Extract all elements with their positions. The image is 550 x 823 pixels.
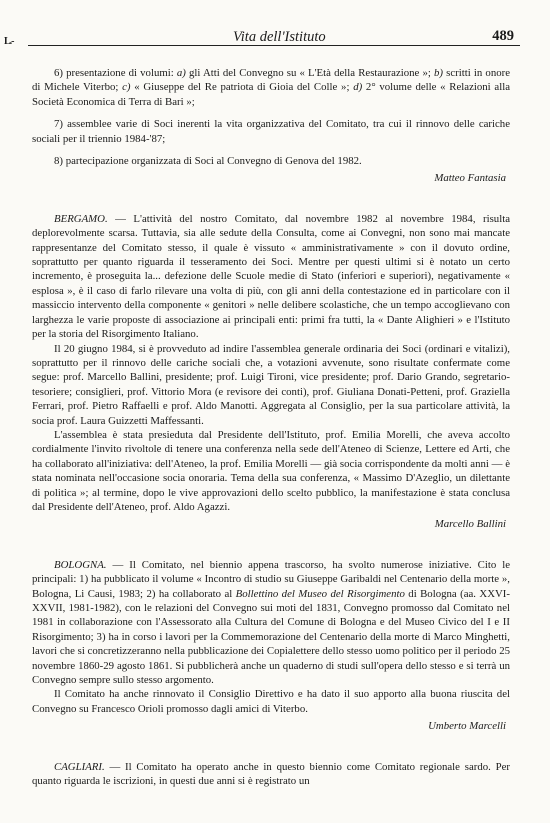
- bergamo-paragraph-1: BERGAMO. — L'attività del nostro Comitato, dal novembre 1982 al novembre 1984, risulta deplorevolmente scarsa. Tuttavia, sia alle sedute della Consulta, come ai Convegni, non sono mai mancate rappresentanze del Comitato stesso, il quale è vissuto « amministrativamente » con il dovuto ordine, soprattutto per quanto riguarda il tesseramento dei Soci. Mentre per questi ultimi si è notato un certo incremento, è proseguita la... defezione delle Scuole medie di Stato (inferiori e superiori), negativamente « esplosa », è il caso di farlo rilevare una volta di più, con gli anni della contestazione ed in particolare con il massiccio intervento della componente « genitori » nelle delibere scolastiche, che un tempo accoglievano con larghezza le varie proposte di associazione ai principali enti: primi fra tutti, la « Dante Alighieri » e l'Istituto per la storia del Risorgimento Italiano.: [32, 212, 510, 341]
- city-heading-bologna: BOLOGNA.: [54, 558, 107, 571]
- running-header: [28, 28, 520, 46]
- bologna-paragraph-2: Il Comitato ha anche rinnovato il Consiglio Direttivo e ha dato il suo apporto alla buona riuscita del Convegno su Francesco Orioli promosso dagli amici di Viterbo.: [32, 688, 510, 715]
- bergamo-paragraph-3: L'assemblea è stata presieduta dal Presidente dell'Istituto, prof. Emilia Morelli, che aveva accolto cordialmente l'invito rivoltole di tenere una conferenza nella sede dell'Ateneo di Scienze, Lettere ed Arti, che ha collaborato all'iniziativa: dell'Ateneo, la prof. Emilia Morelli — già socia corrispondente da molti anni — è stata nominata nell'occasione socia onoraria. Tema della sua conferenza, « Massimo D'Azeglio, un dilettante di politica »; al termine, dopo le vive approvazioni dello scelto pubblico, la manifestazione è stata conclusa dal Presidente dell'Ateneo, prof. Aldo Agazzi.: [32, 428, 510, 513]
- signature-ballini: Marcello Ballini: [434, 518, 506, 531]
- section-title: Vita dell'Istituto: [233, 29, 326, 45]
- bergamo-paragraph-2: Il 20 giugno 1984, si è provveduto ad indire l'assemblea generale ordinaria dei Soci (ordinari e vitalizi), soprattutto per il rinnovo delle cariche sociali che, a votazioni avvenute, sono risultate confermate come segue: prof. Marcello Ballini, presidente; prof. Luigi Tironi, vice presidente; prof. Dario Grando, segretario-tesoriere; consiglieri, prof. Vittorio Mora (e revisore dei conti), prof. Giuliana Donati-Petteni, prof. Graziella Ferrari, prof. Pietro Raffaelli e prof. Aldo Manotti. Aggregata al Consiglio, per la sua particolare attività, la socia prof. Laura Guizzetti Maffessanti.: [32, 342, 510, 427]
- bologna-paragraph-1: BOLOGNA. — Il Comitato, nel biennio appena trascorso, ha svolto numerose iniziative. Cito le principali: 1) ha pubblicato il volume « Incontro di studio su Giuseppe Garibaldi nel Centenario della morte », Bologna, Li Causi, 1983; 2) ha collaborato al Bollettino del Museo del Risorgimento di Bologna (aa. XXVI-XXVII, 1981-1982), con le relazioni del Convegno sui moti del 1831, Convegno promosso dal Comitato nel 1981 in collaborazione con l'Assessorato alla Cultura del Comune di Bologna e del Museo Civico del I e II Risorgimento; 3) ha in corso i lavori per la Commemorazione del Centenario della morte di Marco Minghetti, lavori che si concretizzeranno nella pubblicazione dei Copialettere dello stesso uomo politico per il periodo 25 novembre 1860-29 agosto 1861. Si pubblicherà anche un quaderno di studi sull'opera dello stesso e si terrà un Convegno sempre sullo stesso argomento.: [32, 558, 510, 687]
- list-item-6: 6) presentazione di volumi: a) gli Atti del Convegno su « L'Età della Restaurazione »; b) scritti in onore di Michele Viterbo; c) « Giuseppe del Re patriota di Gioia del Colle »; d) 2° volume delle « Relazioni alla Società Economica di Terra di Bari »;: [32, 67, 511, 108]
- city-heading-bergamo: BERGAMO.: [54, 212, 108, 225]
- page-number: 489: [492, 28, 514, 44]
- signature-fantasia: Matteo Fantasia: [434, 172, 506, 185]
- header-rule: [28, 45, 520, 46]
- cagliari-paragraph-1: CAGLIARI. — Il Comitato ha operato anche in questo biennio come Comitato regionale sardo. Per quanto riguarda le iscrizioni, in questi due anni si è registrato un: [32, 760, 510, 788]
- list-item-7: 7) assemblee varie di Soci inerenti la vita organizzativa del Comitato, tra cui il rinnovo delle cariche sociali per il triennio 1984-'87;: [32, 118, 510, 145]
- city-heading-cagliari: CAGLIARI.: [54, 760, 105, 773]
- list-item-8: 8) partecipazione organizzata di Soci al Convegno di Genova del 1982.: [54, 155, 362, 168]
- crop-mark: L.-: [4, 36, 14, 47]
- page-body: [32, 66, 510, 788]
- signature-marcelli: Umberto Marcelli: [428, 720, 506, 733]
